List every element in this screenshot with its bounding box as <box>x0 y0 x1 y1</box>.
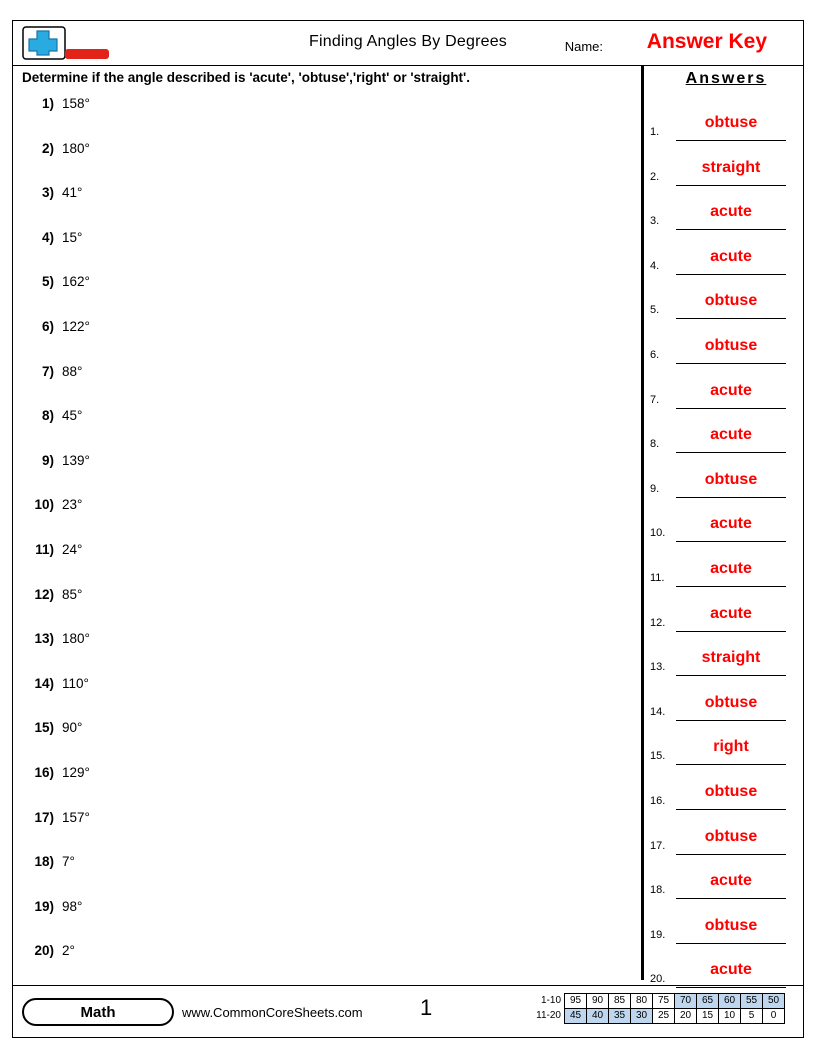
problem-row <box>22 899 622 944</box>
answer-line <box>676 764 786 765</box>
score-row-label: 1-10 <box>540 995 561 1006</box>
problem-value: 157° <box>62 809 90 825</box>
answer-value: straight <box>701 649 761 667</box>
answer-row <box>650 513 800 558</box>
problem-number: 11) <box>35 541 54 557</box>
score-cell: 95 <box>565 994 587 1009</box>
answer-row <box>650 157 800 202</box>
answer-number: 12. <box>650 616 666 629</box>
score-cell: 15 <box>697 1009 719 1024</box>
answer-number: 15. <box>650 750 666 763</box>
problem-number: 10) <box>34 497 54 513</box>
problem-row <box>22 943 622 988</box>
answer-line <box>676 854 786 855</box>
answer-line <box>676 586 786 587</box>
answer-number: 9. <box>650 482 660 495</box>
answer-line <box>676 943 786 944</box>
problem-value: 2° <box>62 943 75 959</box>
problem-value: 90° <box>62 720 83 736</box>
problem-number: 14) <box>34 675 54 691</box>
answer-line <box>676 497 786 498</box>
answer-number: 7. <box>650 393 660 406</box>
answer-row <box>650 692 800 737</box>
problem-number: 20) <box>34 943 54 959</box>
problem-number: 2) <box>41 140 54 156</box>
problem-value: 158° <box>62 96 90 111</box>
problem-number: 18) <box>34 854 54 870</box>
answer-number: 2. <box>650 170 660 183</box>
score-cell: 50 <box>763 994 785 1009</box>
answer-value: right <box>713 738 749 756</box>
problem-value: 7° <box>62 854 75 870</box>
problem-row <box>22 631 622 676</box>
score-cell: 65 <box>697 994 719 1009</box>
score-cell: 90 <box>587 994 609 1009</box>
page-title: Finding Angles By Degrees <box>309 33 507 50</box>
problem-value: 122° <box>62 318 90 334</box>
problem-row <box>22 185 622 230</box>
problem-number: 7) <box>41 363 54 379</box>
score-cell: 10 <box>719 1009 741 1024</box>
answer-value: acute <box>710 872 752 890</box>
problem-number: 9) <box>41 452 54 468</box>
answer-number: 16. <box>650 794 666 807</box>
answer-row <box>650 290 800 335</box>
worksheet-header <box>13 21 803 65</box>
problem-row <box>22 274 622 319</box>
problem-value: 110° <box>62 675 89 691</box>
answer-number: 20. <box>650 973 666 986</box>
subject-badge: Math <box>22 998 174 1026</box>
score-row-label: 11-20 <box>536 1010 561 1021</box>
answer-value: acute <box>710 381 752 399</box>
footer-divider <box>13 985 803 986</box>
problem-number: 4) <box>41 229 54 245</box>
answer-line <box>676 720 786 721</box>
problem-number: 15) <box>34 720 54 736</box>
answer-row <box>650 469 800 514</box>
answer-row <box>650 112 800 157</box>
problem-row <box>22 676 622 721</box>
problem-row <box>22 497 622 542</box>
score-cell: 30 <box>631 1009 653 1024</box>
problem-row <box>22 810 622 855</box>
answers-list <box>650 112 800 1004</box>
answer-line <box>676 229 786 230</box>
problem-row <box>22 542 622 587</box>
answer-row <box>650 201 800 246</box>
answer-row <box>650 558 800 603</box>
answer-row <box>650 380 800 425</box>
answer-value: obtuse <box>704 916 758 934</box>
answer-value: obtuse <box>704 827 758 845</box>
problem-number: 13) <box>34 631 54 647</box>
answer-row <box>650 335 800 380</box>
problem-row <box>22 230 622 275</box>
header-divider <box>13 65 803 66</box>
answer-value: obtuse <box>704 292 758 310</box>
answer-number: 6. <box>650 348 660 361</box>
problem-value: 98° <box>62 898 83 914</box>
score-cell: 35 <box>609 1009 631 1024</box>
answer-line <box>676 185 786 186</box>
problem-number: 19) <box>34 898 54 914</box>
website-url: www.CommonCoreSheets.com <box>182 1005 363 1020</box>
answer-number: 8. <box>650 438 660 451</box>
score-cell: 60 <box>719 994 741 1009</box>
problem-value: 88° <box>62 363 83 379</box>
answer-value: straight <box>701 158 761 176</box>
problem-row <box>22 854 622 899</box>
answer-number: 11. <box>650 571 665 584</box>
problem-number: 12) <box>34 586 54 602</box>
answer-value: acute <box>710 515 752 533</box>
answer-value: obtuse <box>704 336 758 354</box>
name-label: Name: <box>564 39 603 54</box>
answer-line <box>676 675 786 676</box>
problem-value: 162° <box>62 274 90 290</box>
answer-row <box>650 647 800 692</box>
score-row-11-20 <box>531 1009 785 1024</box>
answer-number: 18. <box>650 884 666 897</box>
score-cell: 0 <box>763 1009 785 1024</box>
problem-number: 5) <box>41 274 54 290</box>
answer-row <box>650 246 800 291</box>
problem-row <box>22 141 622 186</box>
problem-list <box>22 96 622 988</box>
answer-line <box>676 898 786 899</box>
score-cell: 55 <box>741 994 763 1009</box>
answer-value: acute <box>710 203 752 221</box>
problem-value: 180° <box>62 631 90 647</box>
answer-number: 13. <box>650 661 666 674</box>
answer-line <box>676 631 786 632</box>
answer-value: obtuse <box>704 693 758 711</box>
score-cell: 20 <box>675 1009 697 1024</box>
score-cell: 85 <box>609 994 631 1009</box>
answer-line <box>676 318 786 319</box>
problem-value: 15° <box>62 229 83 245</box>
problem-number: 1) <box>41 96 54 111</box>
problem-row <box>22 765 622 810</box>
answer-line <box>676 452 786 453</box>
answer-value: obtuse <box>704 470 758 488</box>
problem-value: 23° <box>62 497 83 513</box>
answer-value: acute <box>710 247 752 265</box>
answer-value: acute <box>710 426 752 444</box>
answer-value: acute <box>710 604 752 622</box>
answer-line <box>676 541 786 542</box>
page-number: 1 <box>420 995 433 1020</box>
answer-row <box>650 870 800 915</box>
problem-number: 16) <box>34 764 54 780</box>
score-row-1-10 <box>531 994 785 1009</box>
problem-value: 24° <box>62 541 83 557</box>
answer-number: 10. <box>650 527 666 540</box>
score-cell: 5 <box>741 1009 763 1024</box>
score-cell: 40 <box>587 1009 609 1024</box>
answer-value: obtuse <box>704 782 758 800</box>
problem-value: 85° <box>62 586 83 602</box>
problem-value: 45° <box>62 408 83 424</box>
problem-row <box>22 319 622 364</box>
answer-row <box>650 603 800 648</box>
answer-value: acute <box>710 961 752 979</box>
answer-line <box>676 809 786 810</box>
problem-number: 6) <box>41 318 54 334</box>
answer-line <box>676 408 786 409</box>
instructions-text: Determine if the angle described is 'acute', 'obtuse','right' or 'straight'. <box>22 70 471 85</box>
answer-line <box>676 987 786 988</box>
score-table <box>531 993 785 1024</box>
answer-row <box>650 736 800 781</box>
answer-number: 1. <box>650 126 660 138</box>
problem-row <box>22 364 622 409</box>
problem-number: 3) <box>41 185 54 201</box>
answer-line <box>676 274 786 275</box>
problem-row <box>22 408 622 453</box>
problem-number: 8) <box>41 408 54 424</box>
answer-number: 14. <box>650 705 666 718</box>
answers-heading: Answers <box>685 70 767 87</box>
answer-row <box>650 915 800 960</box>
score-cell: 70 <box>675 994 697 1009</box>
answer-number: 19. <box>650 928 666 941</box>
answer-value: obtuse <box>704 114 758 131</box>
score-cell: 25 <box>653 1009 675 1024</box>
answer-value: acute <box>710 559 752 577</box>
problem-value: 180° <box>62 140 90 156</box>
answer-key-label: Answer Key <box>646 30 767 53</box>
problem-row <box>22 96 622 141</box>
answer-number: 3. <box>650 215 660 228</box>
answer-row <box>650 826 800 871</box>
problem-row <box>22 720 622 765</box>
problem-value: 129° <box>62 764 90 780</box>
problem-value: 41° <box>62 185 83 201</box>
answer-number: 5. <box>650 304 660 317</box>
score-cell: 45 <box>565 1009 587 1024</box>
problem-number: 17) <box>34 809 54 825</box>
answer-row <box>650 781 800 826</box>
problem-value: 139° <box>62 452 90 468</box>
score-cell: 75 <box>653 994 675 1009</box>
answer-row <box>650 424 800 469</box>
answer-number: 4. <box>650 259 660 272</box>
answer-line <box>676 140 786 141</box>
score-cell: 80 <box>631 994 653 1009</box>
problem-row <box>22 453 622 498</box>
column-divider <box>641 66 644 980</box>
problem-row <box>22 587 622 632</box>
answer-number: 17. <box>650 839 666 852</box>
answer-line <box>676 363 786 364</box>
